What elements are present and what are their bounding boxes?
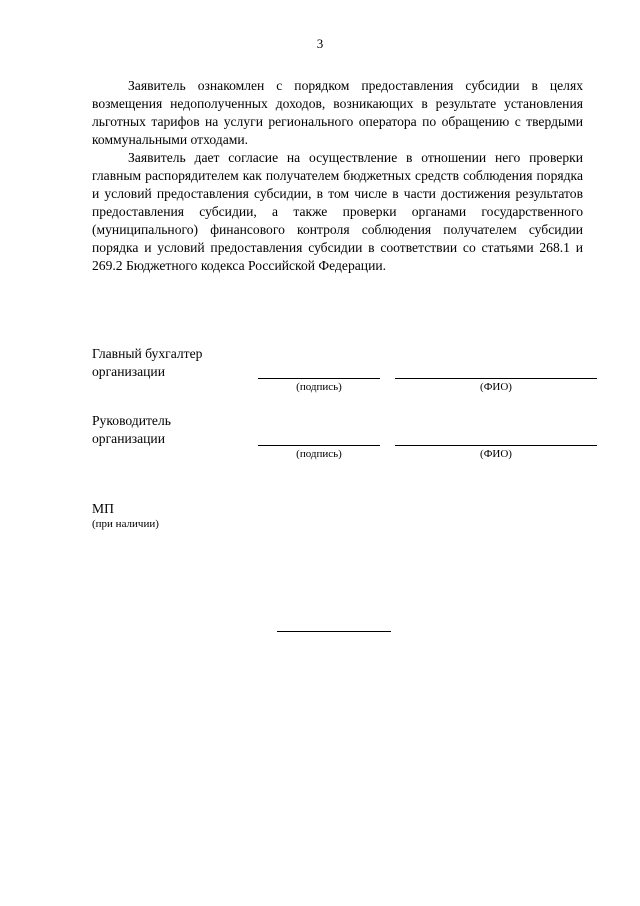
paragraph-consent: Заявитель дает согласие на осуществление в отношении него проверки главным распорядителем как получателем бюджетных средств соблюдения порядка и условий предоставления субсидии, в том числе в части достижения результатов предоставления субсидии, а также проверки органами государственного (муниципального) финансового контроля соблюдения получателем субсидии порядка и условий предоставления субсидии в соответствии со статьями 268.1 и 269.2 Бюджетного кодекса Российской Федерации. — [92, 150, 583, 273]
stamp-label: МП — [92, 501, 114, 516]
signature-block-head — [92, 412, 597, 472]
end-of-document-rule — [277, 631, 391, 632]
stamp-note: (при наличии) — [92, 518, 159, 530]
signatory-title-line2: организации — [92, 364, 165, 379]
signatory-title — [92, 345, 202, 381]
full-name-caption: (ФИО) — [480, 448, 512, 460]
full-name-line — [395, 378, 597, 379]
stamp-placeholder — [92, 500, 159, 531]
signature-block-chief-accountant — [92, 345, 597, 405]
signatory-title-line1: Главный бухгалтер — [92, 346, 203, 361]
signatory-title-line2: организации — [92, 431, 165, 446]
signature-caption: (подпись) — [296, 381, 342, 393]
page-number: 3 — [316, 36, 324, 51]
signature-caption: (подпись) — [296, 448, 342, 460]
paragraph-acknowledgement: Заявитель ознакомлен с порядком предоставления субсидии в целях возмещения недополученных доходов, возникающих в результате установления льготных тарифов на услуги регионального оператора по обращению с твердыми коммунальными отходами. — [92, 78, 583, 147]
signature-line — [258, 445, 380, 446]
signatory-title — [92, 412, 171, 448]
full-name-line — [395, 445, 597, 446]
signature-line — [258, 378, 380, 379]
document-body — [92, 77, 583, 275]
full-name-caption: (ФИО) — [480, 381, 512, 393]
signatory-title-line1: Руководитель — [92, 413, 171, 428]
